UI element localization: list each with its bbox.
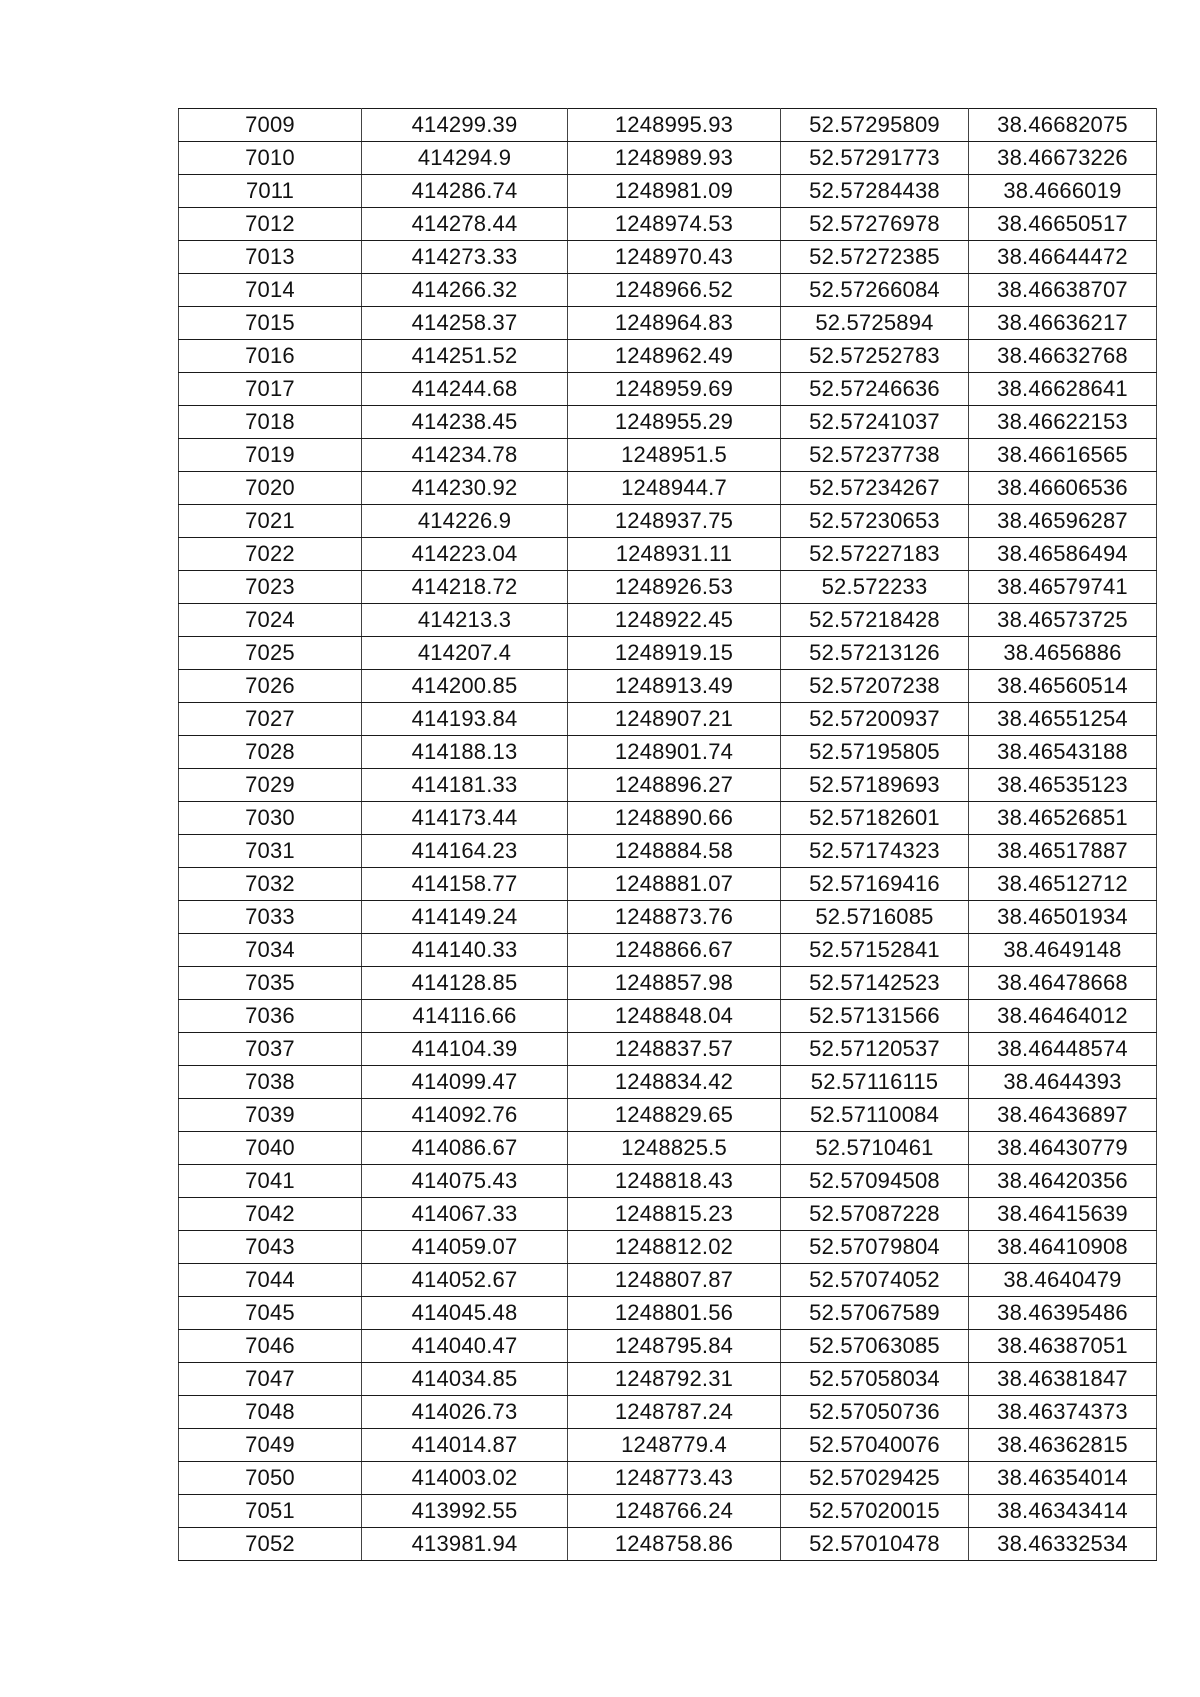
latitude-cell: 52.57120537 <box>781 1033 969 1066</box>
northing-cell: 1248801.56 <box>568 1297 781 1330</box>
table-body <box>179 109 1157 1561</box>
latitude-cell: 52.57234267 <box>781 472 969 505</box>
table-row <box>179 769 1157 802</box>
latitude-cell: 52.57142523 <box>781 967 969 1000</box>
point-id-cell: 7050 <box>179 1462 362 1495</box>
point-id-cell: 7042 <box>179 1198 362 1231</box>
longitude-cell: 38.46616565 <box>969 439 1157 472</box>
longitude-cell: 38.46448574 <box>969 1033 1157 1066</box>
latitude-cell: 52.57272385 <box>781 241 969 274</box>
latitude-cell: 52.5716085 <box>781 901 969 934</box>
table-row <box>179 1132 1157 1165</box>
easting-cell: 413981.94 <box>362 1528 568 1561</box>
point-id-cell: 7024 <box>179 604 362 637</box>
easting-cell: 414140.33 <box>362 934 568 967</box>
longitude-cell: 38.46436897 <box>969 1099 1157 1132</box>
easting-cell: 414181.33 <box>362 769 568 802</box>
northing-cell: 1248926.53 <box>568 571 781 604</box>
point-id-cell: 7034 <box>179 934 362 967</box>
table-row <box>179 1066 1157 1099</box>
easting-cell: 414086.67 <box>362 1132 568 1165</box>
table-row <box>179 175 1157 208</box>
point-id-cell: 7027 <box>179 703 362 736</box>
northing-cell: 1248951.5 <box>568 439 781 472</box>
easting-cell: 414104.39 <box>362 1033 568 1066</box>
table-row <box>179 1528 1157 1561</box>
table-row <box>179 241 1157 274</box>
point-id-cell: 7043 <box>179 1231 362 1264</box>
table-row <box>179 1000 1157 1033</box>
table-row <box>179 703 1157 736</box>
table-row <box>179 1396 1157 1429</box>
point-id-cell: 7038 <box>179 1066 362 1099</box>
point-id-cell: 7030 <box>179 802 362 835</box>
easting-cell: 414226.9 <box>362 505 568 538</box>
easting-cell: 414213.3 <box>362 604 568 637</box>
table-row <box>179 934 1157 967</box>
easting-cell: 414266.32 <box>362 274 568 307</box>
point-id-cell: 7016 <box>179 340 362 373</box>
northing-cell: 1248890.66 <box>568 802 781 835</box>
longitude-cell: 38.46374373 <box>969 1396 1157 1429</box>
point-id-cell: 7040 <box>179 1132 362 1165</box>
point-id-cell: 7047 <box>179 1363 362 1396</box>
longitude-cell: 38.46381847 <box>969 1363 1157 1396</box>
latitude-cell: 52.57074052 <box>781 1264 969 1297</box>
easting-cell: 413992.55 <box>362 1495 568 1528</box>
northing-cell: 1248812.02 <box>568 1231 781 1264</box>
longitude-cell: 38.46596287 <box>969 505 1157 538</box>
easting-cell: 414273.33 <box>362 241 568 274</box>
point-id-cell: 7025 <box>179 637 362 670</box>
latitude-cell: 52.57110084 <box>781 1099 969 1132</box>
northing-cell: 1248970.43 <box>568 241 781 274</box>
longitude-cell: 38.4640479 <box>969 1264 1157 1297</box>
table-row <box>179 1099 1157 1132</box>
coordinates-table <box>178 108 1157 1561</box>
point-id-cell: 7026 <box>179 670 362 703</box>
table-row <box>179 637 1157 670</box>
northing-cell: 1248866.67 <box>568 934 781 967</box>
point-id-cell: 7041 <box>179 1165 362 1198</box>
table-row <box>179 472 1157 505</box>
longitude-cell: 38.46644472 <box>969 241 1157 274</box>
point-id-cell: 7031 <box>179 835 362 868</box>
point-id-cell: 7032 <box>179 868 362 901</box>
easting-cell: 414149.24 <box>362 901 568 934</box>
table-row <box>179 835 1157 868</box>
easting-cell: 414045.48 <box>362 1297 568 1330</box>
longitude-cell: 38.46526851 <box>969 802 1157 835</box>
easting-cell: 414092.76 <box>362 1099 568 1132</box>
northing-cell: 1248837.57 <box>568 1033 781 1066</box>
point-id-cell: 7029 <box>179 769 362 802</box>
point-id-cell: 7015 <box>179 307 362 340</box>
table-row <box>179 406 1157 439</box>
easting-cell: 414286.74 <box>362 175 568 208</box>
point-id-cell: 7051 <box>179 1495 362 1528</box>
latitude-cell: 52.57087228 <box>781 1198 969 1231</box>
latitude-cell: 52.57029425 <box>781 1462 969 1495</box>
northing-cell: 1248848.04 <box>568 1000 781 1033</box>
easting-cell: 414173.44 <box>362 802 568 835</box>
longitude-cell: 38.46420356 <box>969 1165 1157 1198</box>
latitude-cell: 52.57010478 <box>781 1528 969 1561</box>
table-row <box>179 967 1157 1000</box>
table-row <box>179 109 1157 142</box>
northing-cell: 1248931.11 <box>568 538 781 571</box>
table-row <box>179 571 1157 604</box>
table-row <box>179 1462 1157 1495</box>
latitude-cell: 52.57067589 <box>781 1297 969 1330</box>
longitude-cell: 38.46535123 <box>969 769 1157 802</box>
latitude-cell: 52.57195805 <box>781 736 969 769</box>
point-id-cell: 7017 <box>179 373 362 406</box>
table-row <box>179 505 1157 538</box>
easting-cell: 414218.72 <box>362 571 568 604</box>
longitude-cell: 38.46501934 <box>969 901 1157 934</box>
northing-cell: 1248807.87 <box>568 1264 781 1297</box>
point-id-cell: 7023 <box>179 571 362 604</box>
table-row <box>179 736 1157 769</box>
northing-cell: 1248995.93 <box>568 109 781 142</box>
table-row <box>179 1033 1157 1066</box>
table-row <box>179 1198 1157 1231</box>
longitude-cell: 38.46478668 <box>969 967 1157 1000</box>
point-id-cell: 7021 <box>179 505 362 538</box>
northing-cell: 1248795.84 <box>568 1330 781 1363</box>
northing-cell: 1248922.45 <box>568 604 781 637</box>
longitude-cell: 38.46395486 <box>969 1297 1157 1330</box>
point-id-cell: 7052 <box>179 1528 362 1561</box>
easting-cell: 414193.84 <box>362 703 568 736</box>
northing-cell: 1248773.43 <box>568 1462 781 1495</box>
longitude-cell: 38.46543188 <box>969 736 1157 769</box>
northing-cell: 1248766.24 <box>568 1495 781 1528</box>
northing-cell: 1248989.93 <box>568 142 781 175</box>
table-row <box>179 538 1157 571</box>
northing-cell: 1248818.43 <box>568 1165 781 1198</box>
latitude-cell: 52.57213126 <box>781 637 969 670</box>
longitude-cell: 38.4649148 <box>969 934 1157 967</box>
easting-cell: 414238.45 <box>362 406 568 439</box>
northing-cell: 1248907.21 <box>568 703 781 736</box>
longitude-cell: 38.46628641 <box>969 373 1157 406</box>
easting-cell: 414164.23 <box>362 835 568 868</box>
longitude-cell: 38.46579741 <box>969 571 1157 604</box>
northing-cell: 1248825.5 <box>568 1132 781 1165</box>
latitude-cell: 52.57050736 <box>781 1396 969 1429</box>
longitude-cell: 38.46343414 <box>969 1495 1157 1528</box>
easting-cell: 414034.85 <box>362 1363 568 1396</box>
easting-cell: 414003.02 <box>362 1462 568 1495</box>
table-row <box>179 307 1157 340</box>
easting-cell: 414052.67 <box>362 1264 568 1297</box>
easting-cell: 414230.92 <box>362 472 568 505</box>
longitude-cell: 38.46636217 <box>969 307 1157 340</box>
northing-cell: 1248966.52 <box>568 274 781 307</box>
point-id-cell: 7013 <box>179 241 362 274</box>
northing-cell: 1248834.42 <box>568 1066 781 1099</box>
table-row <box>179 208 1157 241</box>
point-id-cell: 7009 <box>179 109 362 142</box>
northing-cell: 1248955.29 <box>568 406 781 439</box>
longitude-cell: 38.46415639 <box>969 1198 1157 1231</box>
longitude-cell: 38.46551254 <box>969 703 1157 736</box>
easting-cell: 414116.66 <box>362 1000 568 1033</box>
easting-cell: 414099.47 <box>362 1066 568 1099</box>
easting-cell: 414207.4 <box>362 637 568 670</box>
point-id-cell: 7049 <box>179 1429 362 1462</box>
longitude-cell: 38.46464012 <box>969 1000 1157 1033</box>
easting-cell: 414075.43 <box>362 1165 568 1198</box>
easting-cell: 414059.07 <box>362 1231 568 1264</box>
latitude-cell: 52.57276978 <box>781 208 969 241</box>
table-row <box>179 1165 1157 1198</box>
northing-cell: 1248944.7 <box>568 472 781 505</box>
longitude-cell: 38.46560514 <box>969 670 1157 703</box>
point-id-cell: 7046 <box>179 1330 362 1363</box>
table-row <box>179 901 1157 934</box>
northing-cell: 1248919.15 <box>568 637 781 670</box>
easting-cell: 414223.04 <box>362 538 568 571</box>
easting-cell: 414014.87 <box>362 1429 568 1462</box>
longitude-cell: 38.4644393 <box>969 1066 1157 1099</box>
northing-cell: 1248981.09 <box>568 175 781 208</box>
easting-cell: 414258.37 <box>362 307 568 340</box>
latitude-cell: 52.57295809 <box>781 109 969 142</box>
northing-cell: 1248884.58 <box>568 835 781 868</box>
point-id-cell: 7019 <box>179 439 362 472</box>
longitude-cell: 38.46517887 <box>969 835 1157 868</box>
longitude-cell: 38.46650517 <box>969 208 1157 241</box>
latitude-cell: 52.57131566 <box>781 1000 969 1033</box>
latitude-cell: 52.57241037 <box>781 406 969 439</box>
northing-cell: 1248758.86 <box>568 1528 781 1561</box>
longitude-cell: 38.46410908 <box>969 1231 1157 1264</box>
longitude-cell: 38.46586494 <box>969 538 1157 571</box>
latitude-cell: 52.572233 <box>781 571 969 604</box>
northing-cell: 1248962.49 <box>568 340 781 373</box>
point-id-cell: 7039 <box>179 1099 362 1132</box>
easting-cell: 414278.44 <box>362 208 568 241</box>
easting-cell: 414188.13 <box>362 736 568 769</box>
northing-cell: 1248787.24 <box>568 1396 781 1429</box>
point-id-cell: 7033 <box>179 901 362 934</box>
latitude-cell: 52.57174323 <box>781 835 969 868</box>
northing-cell: 1248901.74 <box>568 736 781 769</box>
table-row <box>179 340 1157 373</box>
longitude-cell: 38.46354014 <box>969 1462 1157 1495</box>
longitude-cell: 38.46573725 <box>969 604 1157 637</box>
table-row <box>179 439 1157 472</box>
latitude-cell: 52.57237738 <box>781 439 969 472</box>
point-id-cell: 7011 <box>179 175 362 208</box>
easting-cell: 414128.85 <box>362 967 568 1000</box>
easting-cell: 414040.47 <box>362 1330 568 1363</box>
table-row <box>179 1429 1157 1462</box>
easting-cell: 414234.78 <box>362 439 568 472</box>
northing-cell: 1248896.27 <box>568 769 781 802</box>
longitude-cell: 38.46622153 <box>969 406 1157 439</box>
point-id-cell: 7036 <box>179 1000 362 1033</box>
longitude-cell: 38.46632768 <box>969 340 1157 373</box>
table-row <box>179 670 1157 703</box>
easting-cell: 414299.39 <box>362 109 568 142</box>
point-id-cell: 7037 <box>179 1033 362 1066</box>
easting-cell: 414026.73 <box>362 1396 568 1429</box>
northing-cell: 1248857.98 <box>568 967 781 1000</box>
point-id-cell: 7045 <box>179 1297 362 1330</box>
latitude-cell: 52.57230653 <box>781 505 969 538</box>
latitude-cell: 52.57218428 <box>781 604 969 637</box>
northing-cell: 1248959.69 <box>568 373 781 406</box>
point-id-cell: 7012 <box>179 208 362 241</box>
latitude-cell: 52.57094508 <box>781 1165 969 1198</box>
longitude-cell: 38.4666019 <box>969 175 1157 208</box>
point-id-cell: 7035 <box>179 967 362 1000</box>
easting-cell: 414200.85 <box>362 670 568 703</box>
latitude-cell: 52.57291773 <box>781 142 969 175</box>
table-row <box>179 1363 1157 1396</box>
table-row <box>179 1231 1157 1264</box>
point-id-cell: 7022 <box>179 538 362 571</box>
easting-cell: 414251.52 <box>362 340 568 373</box>
point-id-cell: 7014 <box>179 274 362 307</box>
northing-cell: 1248815.23 <box>568 1198 781 1231</box>
point-id-cell: 7044 <box>179 1264 362 1297</box>
table-row <box>179 1264 1157 1297</box>
latitude-cell: 52.57189693 <box>781 769 969 802</box>
longitude-cell: 38.46682075 <box>969 109 1157 142</box>
table-row <box>179 802 1157 835</box>
latitude-cell: 52.57252783 <box>781 340 969 373</box>
point-id-cell: 7048 <box>179 1396 362 1429</box>
northing-cell: 1248829.65 <box>568 1099 781 1132</box>
latitude-cell: 52.57266084 <box>781 274 969 307</box>
longitude-cell: 38.46362815 <box>969 1429 1157 1462</box>
northing-cell: 1248937.75 <box>568 505 781 538</box>
point-id-cell: 7020 <box>179 472 362 505</box>
longitude-cell: 38.46606536 <box>969 472 1157 505</box>
northing-cell: 1248974.53 <box>568 208 781 241</box>
latitude-cell: 52.57182601 <box>781 802 969 835</box>
table-row <box>179 373 1157 406</box>
latitude-cell: 52.57169416 <box>781 868 969 901</box>
easting-cell: 414244.68 <box>362 373 568 406</box>
latitude-cell: 52.57063085 <box>781 1330 969 1363</box>
longitude-cell: 38.4656886 <box>969 637 1157 670</box>
northing-cell: 1248913.49 <box>568 670 781 703</box>
longitude-cell: 38.46387051 <box>969 1330 1157 1363</box>
latitude-cell: 52.57200937 <box>781 703 969 736</box>
easting-cell: 414294.9 <box>362 142 568 175</box>
table-row <box>179 1297 1157 1330</box>
latitude-cell: 52.57116115 <box>781 1066 969 1099</box>
latitude-cell: 52.57079804 <box>781 1231 969 1264</box>
latitude-cell: 52.57284438 <box>781 175 969 208</box>
latitude-cell: 52.5710461 <box>781 1132 969 1165</box>
longitude-cell: 38.46430779 <box>969 1132 1157 1165</box>
longitude-cell: 38.46332534 <box>969 1528 1157 1561</box>
northing-cell: 1248873.76 <box>568 901 781 934</box>
latitude-cell: 52.57152841 <box>781 934 969 967</box>
latitude-cell: 52.57040076 <box>781 1429 969 1462</box>
latitude-cell: 52.57227183 <box>781 538 969 571</box>
table-row <box>179 142 1157 175</box>
table-row <box>179 1330 1157 1363</box>
northing-cell: 1248792.31 <box>568 1363 781 1396</box>
table-row <box>179 604 1157 637</box>
latitude-cell: 52.57207238 <box>781 670 969 703</box>
table-row <box>179 1495 1157 1528</box>
easting-cell: 414067.33 <box>362 1198 568 1231</box>
longitude-cell: 38.46512712 <box>969 868 1157 901</box>
northing-cell: 1248964.83 <box>568 307 781 340</box>
longitude-cell: 38.46673226 <box>969 142 1157 175</box>
latitude-cell: 52.57058034 <box>781 1363 969 1396</box>
latitude-cell: 52.57020015 <box>781 1495 969 1528</box>
easting-cell: 414158.77 <box>362 868 568 901</box>
latitude-cell: 52.57246636 <box>781 373 969 406</box>
latitude-cell: 52.5725894 <box>781 307 969 340</box>
point-id-cell: 7028 <box>179 736 362 769</box>
longitude-cell: 38.46638707 <box>969 274 1157 307</box>
point-id-cell: 7010 <box>179 142 362 175</box>
northing-cell: 1248881.07 <box>568 868 781 901</box>
northing-cell: 1248779.4 <box>568 1429 781 1462</box>
point-id-cell: 7018 <box>179 406 362 439</box>
table-row <box>179 274 1157 307</box>
table-row <box>179 868 1157 901</box>
